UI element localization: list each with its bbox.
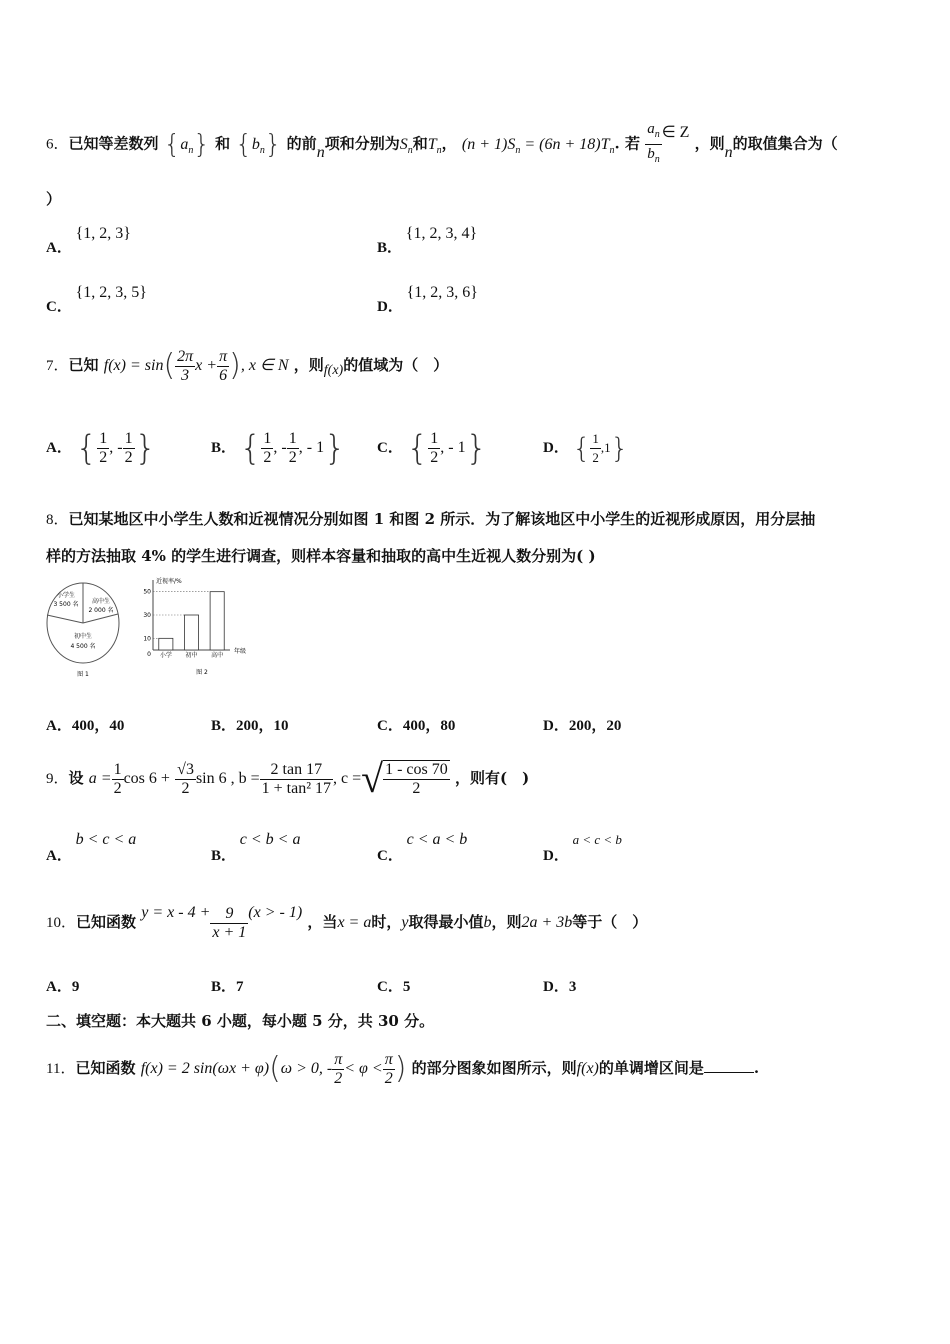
paren-right: ) — [229, 348, 241, 383]
option-10a[interactable]: A．9 — [46, 979, 80, 995]
math-x-in-N: , x ∈ N — [240, 357, 289, 374]
fraction-an-bn: $\frac{a_n}{b_n}$ — [647, 121, 660, 165]
question-text: 已知 — [68, 356, 99, 374]
question-number: 7． — [46, 358, 69, 374]
option-8a[interactable]: A．400，40 — [46, 718, 125, 734]
pie-count-middle: 4 500 名 — [70, 643, 96, 650]
option-7a[interactable]: A． { $\frac{1}{2}$ , - $\frac{1}{2}$ } — [46, 428, 157, 469]
brace-left: { — [406, 428, 429, 469]
question-7 — [46, 340, 448, 390]
question-text: 已知函数 — [76, 913, 137, 931]
fraction-2pi-3: $\frac{2\pi}{3}$ — [177, 347, 194, 384]
answer-blank[interactable] — [704, 1060, 754, 1073]
option-9d[interactable]: D． a < c < b — [543, 832, 622, 864]
brace-right: } — [610, 431, 629, 465]
math-c-eq: , c = — [333, 770, 362, 787]
question-text: 若 — [624, 134, 640, 153]
math-x-eq-a: x = a — [337, 914, 372, 931]
bar-2 — [184, 615, 198, 650]
math-y-eq: y = x - 4 + — [141, 904, 211, 921]
question-text: 取得最小值 — [408, 913, 484, 931]
question-number: 8． — [46, 512, 69, 528]
question-8 — [46, 508, 815, 529]
math-an: $a_n$ — [180, 135, 194, 156]
question-text: 和 — [215, 134, 231, 153]
question-text: 已知函数 — [75, 1059, 136, 1077]
sqrt-sign: √ — [361, 756, 384, 801]
brace-right: } — [193, 129, 210, 160]
question-text: 的值域为（ ） — [343, 356, 449, 374]
bar-3 — [210, 592, 224, 650]
option-8b[interactable]: B．200，10 — [211, 718, 289, 734]
option-10c[interactable]: C．5 — [377, 979, 411, 995]
punct: . — [753, 1059, 760, 1077]
option-9a[interactable]: A． b < c < a — [46, 831, 137, 864]
math-n: n — [316, 143, 325, 161]
question-text: ，则 — [694, 134, 725, 153]
brace-left: { — [239, 428, 262, 469]
option-6a[interactable]: A． {1, 2, 3} — [46, 225, 131, 256]
bar-xlabel: 年级 — [233, 648, 247, 655]
question-text: 设 — [68, 769, 84, 787]
question-text: 已知等差数列 — [68, 134, 159, 153]
math-inZ: ∈ Z — [661, 123, 690, 141]
question-text: 的取值集合为（ — [732, 134, 838, 153]
fraction-9-x1: $\frac{9}{x + 1}$ — [212, 904, 247, 941]
brace-right: } — [324, 428, 346, 469]
question-text: 的部分图象如图所示，则 — [411, 1059, 577, 1077]
bar-ylabel: 近视率/% — [156, 578, 182, 585]
brace-right: } — [134, 428, 157, 469]
pie-count-primary: 3 500 名 — [53, 601, 79, 608]
math-cond-left: ω > 0, - — [280, 1060, 333, 1077]
option-7d[interactable]: D． { $\frac{1}{2}$ ,1} — [543, 431, 629, 466]
bar-ytick-50: 50 — [143, 588, 151, 596]
math-sin6: sin 6 , b = — [195, 770, 260, 787]
question-text: 等于（ ） — [572, 913, 648, 931]
option-9c[interactable]: C． c < a < b — [377, 831, 468, 864]
question-text: ，则 — [491, 913, 522, 931]
math-expr: 2a + 3b — [521, 914, 573, 931]
option-7b[interactable]: B． { $\frac{1}{2}$ , - $\frac{1}{2}$ , - 1} — [211, 428, 346, 469]
brace-left: { — [572, 431, 591, 465]
pie-label-middle: 初中生 — [73, 633, 93, 640]
question-text: 和 — [412, 134, 428, 153]
option-10b[interactable]: B．7 — [211, 979, 244, 995]
bar-1 — [159, 638, 173, 650]
math-b: b — [483, 914, 492, 931]
fraction-sqrt3-2: $\frac{√3}{2}$ — [177, 760, 194, 797]
question-10 — [46, 892, 647, 952]
question-number: 9． — [46, 771, 69, 787]
option-10d[interactable]: D．3 — [543, 979, 577, 995]
math-S: $S_n$ — [399, 135, 413, 156]
fraction-half: $\frac{1}{2}$ — [113, 760, 122, 797]
bar-ytick-10: 10 — [143, 635, 151, 643]
brace-right: } — [465, 428, 488, 469]
question-text: ，则有( ) — [454, 769, 530, 787]
bar-origin: 0 — [147, 651, 151, 658]
paren-right: ) — [394, 1051, 407, 1086]
question-number: 11． — [46, 1061, 76, 1077]
math-cond: (x > - 1) — [248, 904, 303, 921]
math-fx: f(x) = 2 sin(ωx + φ) — [140, 1060, 270, 1077]
fraction-tan: $\frac{2 \tan 17}{\text{1 + tan² 17}}$ — [261, 760, 332, 797]
question-number: 10． — [46, 915, 77, 931]
question-text: ，当 — [307, 913, 338, 931]
option-6b[interactable]: B． {1, 2, 3, 4} — [377, 225, 478, 256]
brace-right: } — [264, 129, 282, 160]
fraction-pi-6: $\frac{\pi}{6}$ — [219, 347, 228, 384]
question-number: 6． — [46, 136, 69, 153]
bar-category-1: 小学 — [159, 652, 172, 659]
bar-category-3: 高中 — [211, 652, 224, 659]
option-6c[interactable]: C． {1, 2, 3, 5} — [46, 284, 147, 315]
brace-left: { — [163, 129, 181, 160]
math-lt: < φ < — [344, 1060, 383, 1077]
fraction-pi-2: $\frac{\pi}{2}$ — [334, 1050, 343, 1087]
math-x-plus: x + — [195, 357, 218, 374]
pie-caption: 图 1 — [77, 671, 89, 678]
math-y: y — [401, 914, 409, 931]
math-fx: f(x) — [576, 1060, 599, 1077]
bar-ytick-30: 30 — [143, 612, 151, 619]
option-6d[interactable]: D． {1, 2, 3, 6} — [377, 284, 478, 315]
question-8-line2: 样的方法抽取 4% 的学生进行调查，则样本容量和抽取的高中生近视人数分别为( ) — [46, 547, 596, 565]
question-9 — [46, 748, 529, 808]
question-6 — [46, 120, 838, 165]
brace-left: { — [235, 129, 252, 160]
figure-1-pie — [44, 580, 124, 685]
fraction-pi-2: $\frac{\pi}{2}$ — [384, 1050, 393, 1087]
option-7c[interactable]: C． { $\frac{1}{2}$ , - 1} — [377, 428, 488, 469]
section-2-heading: 二、填空题：本大题共 6 小题，每小题 5 分，共 30 分。 — [46, 1012, 435, 1030]
brace-left: { — [75, 428, 98, 469]
math-equation: $(n + 1)S_n = (6n + 18)T_n$ — [461, 135, 615, 156]
fraction-cos70: $\frac{1 - \cos 70}{2}$ — [385, 761, 448, 797]
paren-left: ( — [163, 348, 176, 383]
punct: . — [614, 134, 620, 153]
math-n: n — [724, 143, 733, 161]
math-T: $T_n$ — [427, 135, 442, 156]
question-11 — [46, 1038, 759, 1098]
question-text: ，则 — [293, 356, 324, 374]
math-fx: f(x) = sin — [103, 357, 164, 374]
math-bn: $b_n$ — [251, 135, 265, 156]
question-text: 时， — [371, 913, 402, 931]
question-text: 的单调增区间是 — [598, 1059, 704, 1077]
question-text: 项和分别为 — [324, 134, 400, 153]
punct: ， — [441, 134, 457, 153]
option-9b[interactable]: B． c < b < a — [211, 831, 301, 864]
math-cos6: cos 6 + — [123, 770, 170, 787]
question-close-paren: ） — [46, 190, 62, 208]
pie-label-high: 高中生 — [91, 598, 111, 605]
option-8c[interactable]: C．400，80 — [377, 718, 456, 734]
figure-2-bar-chart — [140, 574, 250, 684]
pie-label-primary: 小学生 — [56, 592, 76, 599]
math-a-eq: a = — [88, 770, 112, 787]
bar-caption: 图 2 — [196, 669, 208, 676]
pie-count-high: 2 000 名 — [88, 607, 114, 614]
paren-left: ( — [269, 1051, 281, 1086]
math-fx: f(x) — [323, 363, 344, 378]
question-text: 的前 — [286, 134, 317, 153]
question-text: 已知某地区中小学生人数和近视情况分别如图 1 和图 2 所示．为了解该地区中小学生的近视形成原因，用分层抽 — [68, 510, 816, 528]
option-8d[interactable]: D．200，20 — [543, 718, 622, 734]
bar-category-2: 初中 — [185, 652, 198, 659]
